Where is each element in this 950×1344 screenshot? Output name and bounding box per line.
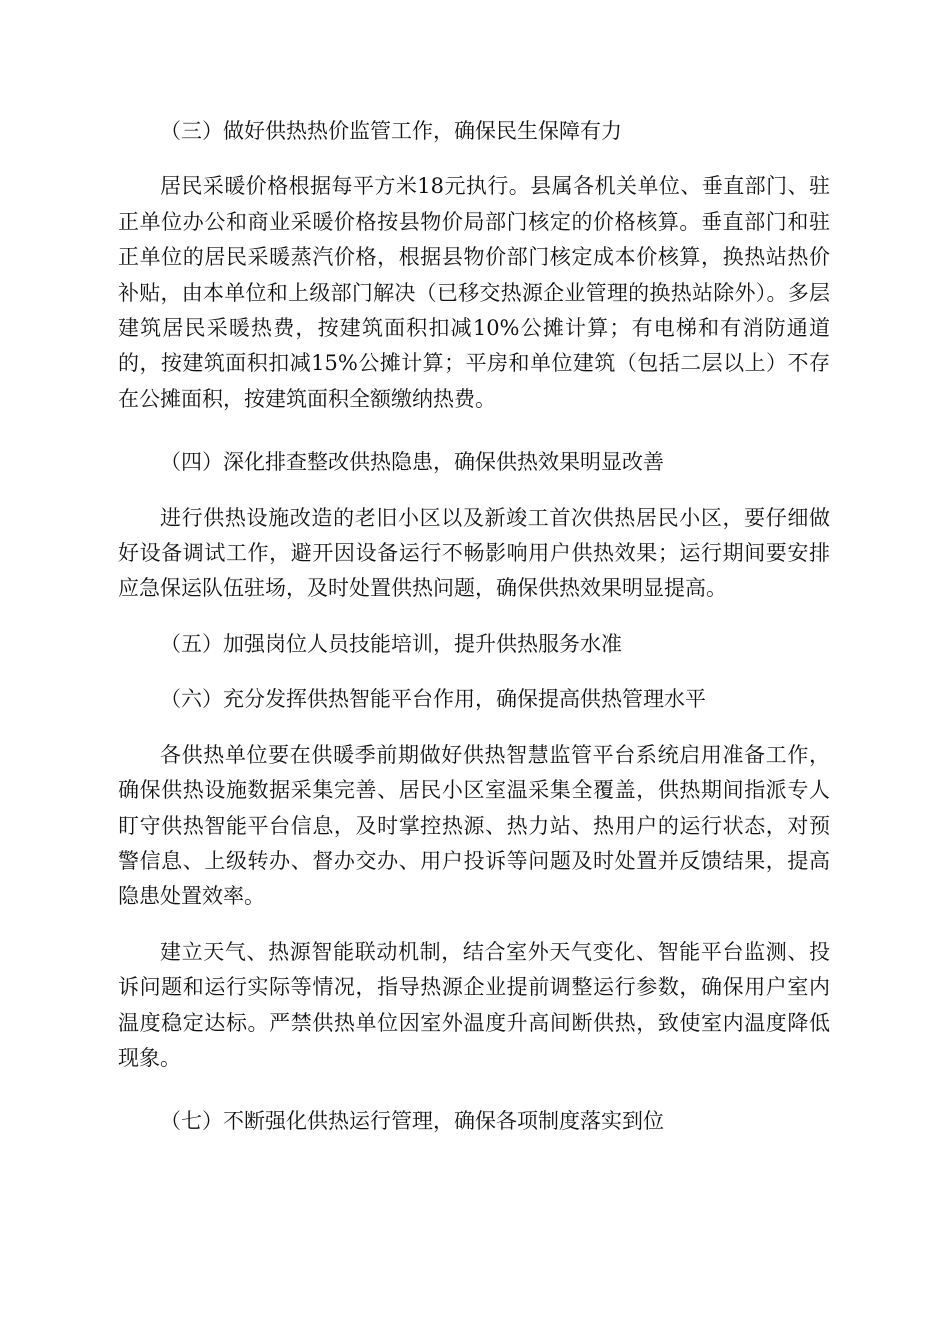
paragraph-hazard-rectification: 进行供热设施改造的老旧小区以及新竣工首次供热居民小区，要仔细做好设备调试工作，避开因设备运行不畅影响用户供热效果；运行期间要安排应急保运队伍驻场，及时处置供热问题，确保供热效果明显提高。 [118, 505, 830, 601]
paragraph-heating-price: 居民采暖价格根据每平方米18元执行。县属各机关单位、垂直部门、驻正单位办公和商业采暖价格按县物价局部门核定的价格核算。垂直部门和驻正单位的居民采暖蒸汽价格，根据县物价部门核定成本价核算，换热站热价补贴，由本单位和上级部门解决（已移交热源企业管理的换热站除外）。多层建筑居民采暖热费，按建筑面积扣减10%公摊计算；有电梯和有消防通道的，按建筑面积扣减15%公摊计算；平房和单位建筑（包括二层以上）不存在公摊面积，按建筑面积全额缴纳热费。 [118, 174, 830, 411]
section-heading-7: （七）不断强化供热运行管理，确保各项制度落实到位 [160, 1109, 664, 1134]
section-heading-3: （三）做好供热热价监管工作，确保民生保障有力 [160, 119, 622, 143]
paragraph-weather-linkage: 建立天气、热源智能联动机制，结合室外天气变化、智能平台监测、投诉问题和运行实际等情况，指导热源企业提前调整运行参数，确保用户室内温度稳定达标。严禁供热单位因室外温度升高间断供热，致使室内温度降低现象。 [118, 939, 830, 1070]
paragraph-smart-platform: 各供热单位要在供暖季前期做好供热智慧监管平台系统启用准备工作，确保供热设施数据采集完善、居民小区室温采集全覆盖，供热期间指派专人盯守供热智能平台信息，及时掌控热源、热力站、热用户的运行状态，对预警信息、上级转办、督办交办、用户投诉等问题及时处置并反馈结果，提高隐患处置效率。 [118, 742, 830, 909]
section-heading-6: （六）充分发挥供热智能平台作用，确保提高供热管理水平 [160, 687, 706, 712]
section-heading-5: （五）加强岗位人员技能培训，提升供热服务水准 [160, 631, 622, 656]
document-body [118, 114, 830, 1160]
section-heading-4: （四）深化排查整改供热隐患，确保供热效果明显改善 [160, 450, 664, 475]
